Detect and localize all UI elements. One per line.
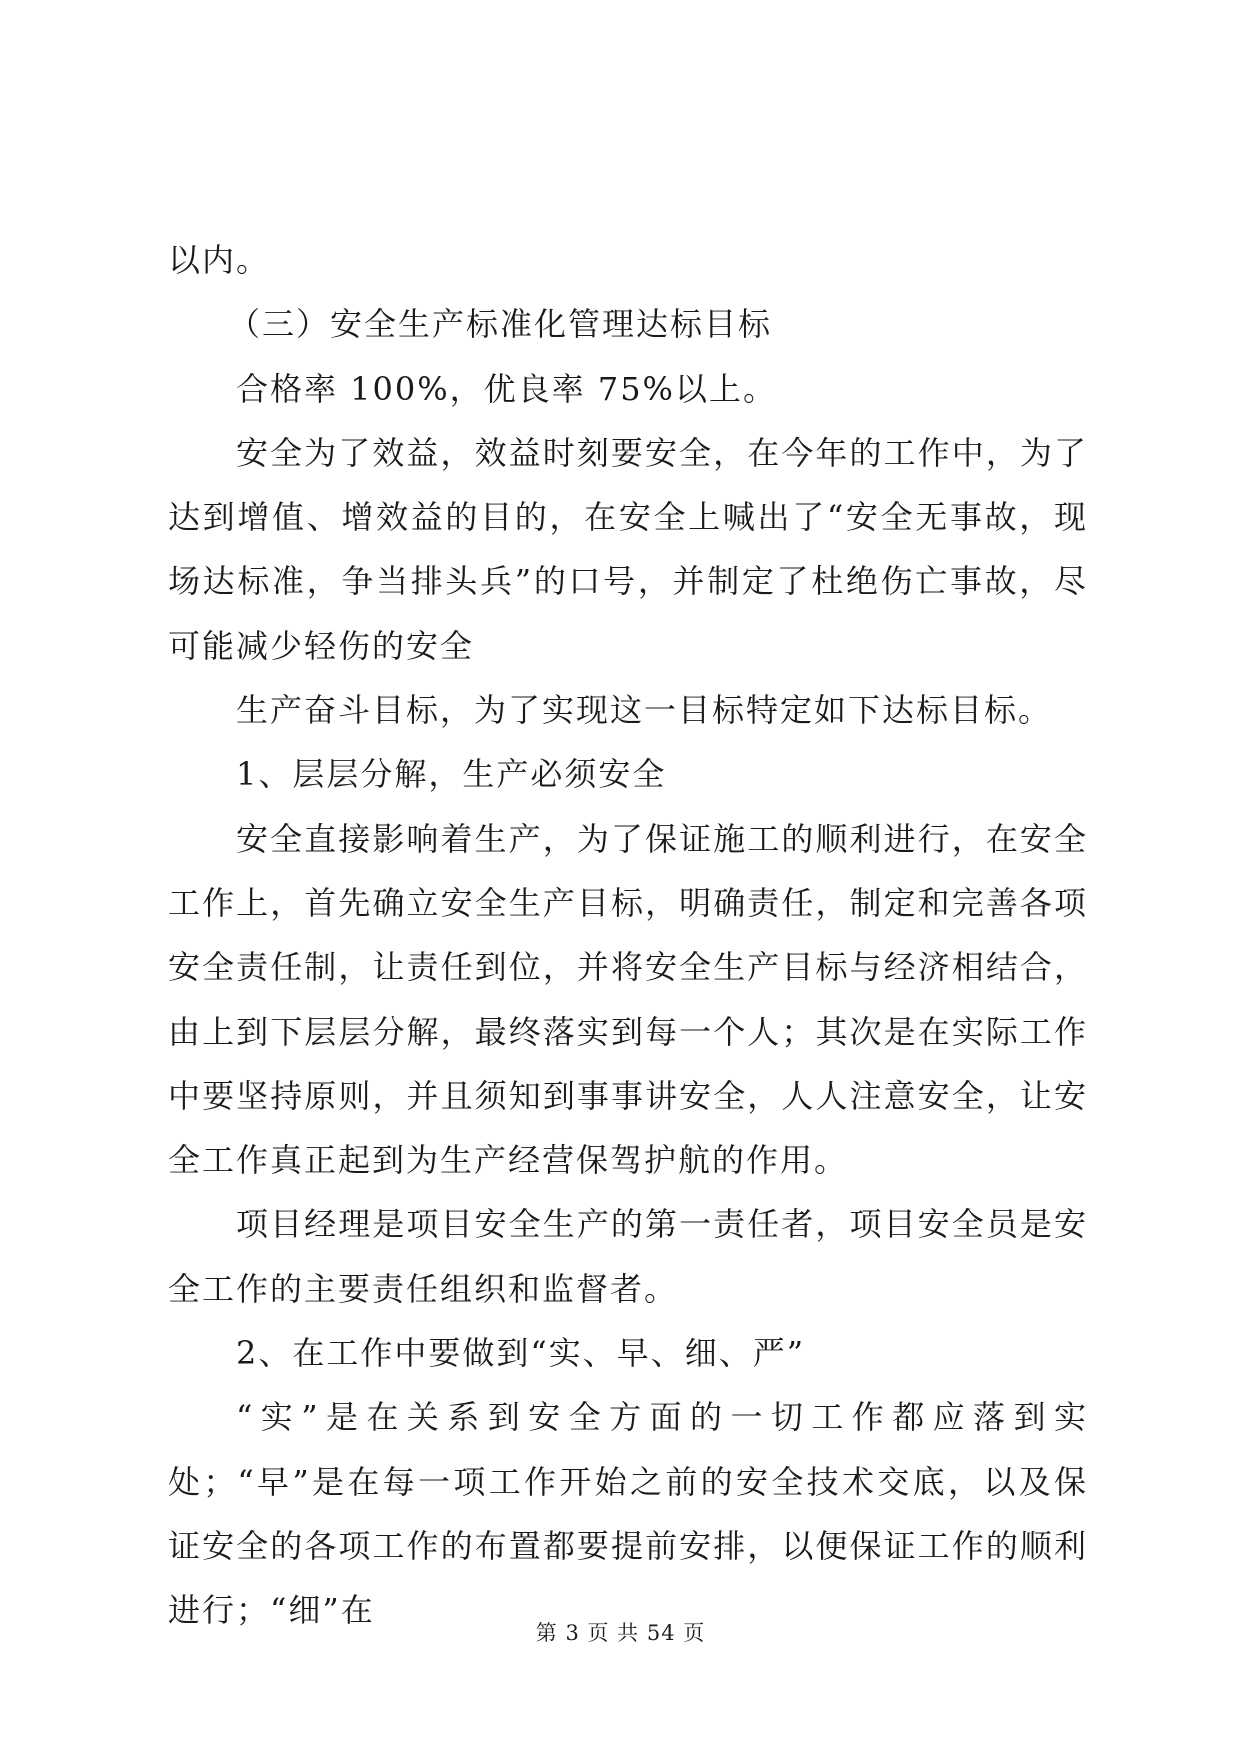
paragraph-shi-zao-xi-yan: “实”是在关系到安全方面的一切工作都应落到实处；“早”是在每一项工作开始之前的安全技术交底，以及保证安全的各项工作的布置都要提前安排，以便保证工作的顺利进行；“细”在 (168, 1398, 1088, 1630)
document-body (168, 228, 1088, 1643)
subheading-1: 1、层层分解，生产必须安全 (236, 755, 667, 794)
page-footer (0, 1617, 1241, 1647)
paragraph-project-manager: 项目经理是项目安全生产的第一责任者，项目安全员是安全工作的主要责任组织和监督者。 (168, 1205, 1088, 1308)
paragraph-production-goal: 生产奋斗目标，为了实现这一目标特定如下达标目标。 (236, 691, 1053, 730)
paragraph-pass-rate: 合格率 100%，优良率 75%以上。 (236, 369, 777, 408)
paragraph-safety-production: 安全直接影响着生产，为了保证施工的顺利进行，在安全工作上，首先确立安全生产目标，明确责任，制定和完善各项安全责任制，让责任到位，并将安全生产目标与经济相结合，由上到下层层分解，最终落实到每一个人；其次是在实际工作中要坚持原则，并且须知到事事讲安全，人人注意安全，让安全工作真正起到为生产经营保驾护航的作用。 (168, 819, 1088, 1180)
page-number-label: 第 3 页 共 54 页 (535, 1621, 706, 1645)
subheading-2: 2、在工作中要做到“实、早、细、严” (236, 1334, 806, 1373)
paragraph-continuation: 以内。 (168, 241, 271, 279)
paragraph-safety-benefit: 安全为了效益，效益时刻要安全，在今年的工作中，为了达到增值、增效益的目的，在安全上喊出了“安全无事故，现场达标准，争当排头兵”的口号，并制定了杜绝伤亡事故，尽可能减少轻伤的安全 (168, 433, 1088, 665)
section-heading-3: （三）安全生产标准化管理达标目标 (228, 305, 773, 344)
